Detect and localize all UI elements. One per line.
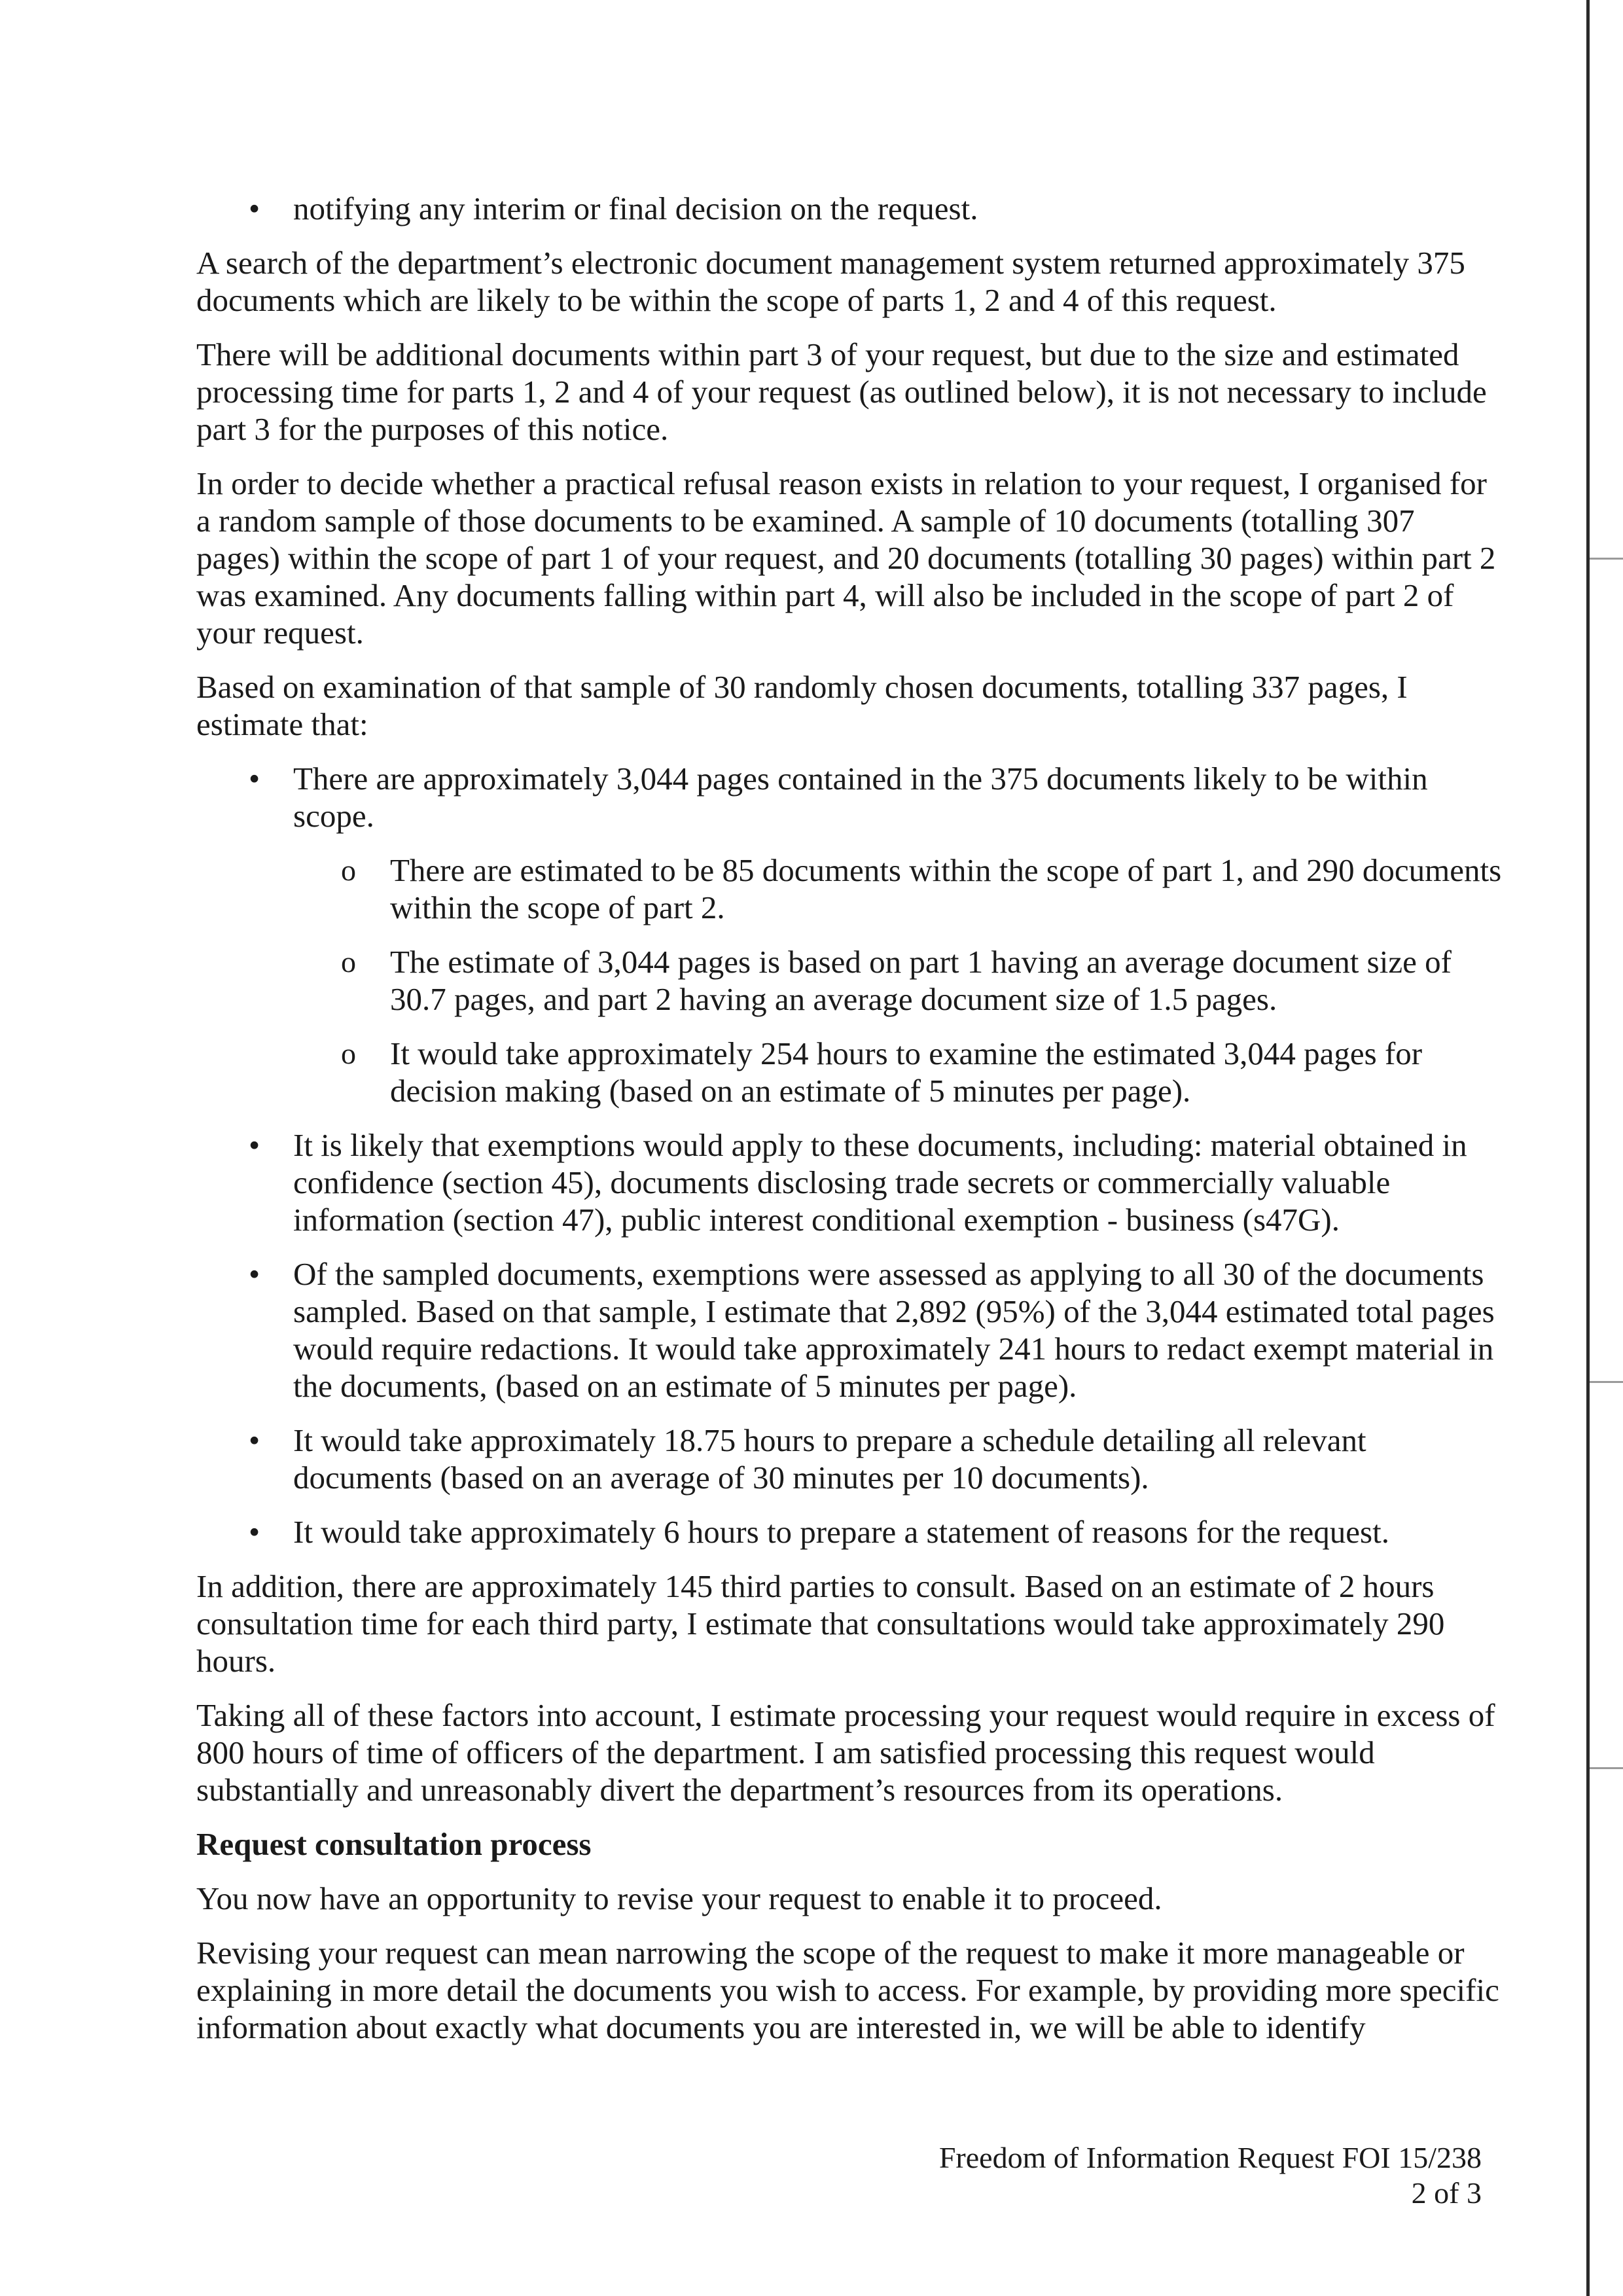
list-item [196,760,1505,1109]
estimate-bullet-list [196,760,1505,1551]
bullet-text: notifying any interim or final decision on the request. [293,190,978,226]
bullet-text: It would take approximately 18.75 hours to prepare a schedule detailing all relevant documents (based on an average of 30 minutes per 10 documents). [293,1422,1366,1496]
list-item [196,1126,1505,1238]
page-edge-line [1586,0,1590,2296]
edge-tick-mark [1590,1381,1623,1383]
edge-tick-mark [1590,1767,1623,1769]
sub-bullet-marker: o [341,1037,356,1070]
page-footer [939,2140,1482,2211]
section-heading: Request consultation process [196,1826,592,1862]
paragraph: Revising your request can mean narrowing the scope of the request to make it more manageable or explaining in more detail the documents you wish to access. For example, by providing more specific information about exactly what documents you are interested in, we will be able to identify [196,1935,1499,2045]
bullet-text: It is likely that exemptions would apply to these documents, including: material obtained in confidence (section 45), documents disclosing trade secrets or commercially valuable information (section 47), public interest conditional exemption - business (s47G). [293,1127,1467,1238]
sub-bullet-list [293,852,1505,1109]
list-item [196,1255,1505,1405]
paragraph: In addition, there are approximately 145 third parties to consult. Based on an estimate of 2 hours consultation time for each third party, I estimate that consultations would take approximately 290 hours. [196,1568,1445,1679]
paragraph: Taking all of these factors into account, I estimate processing your request would require in excess of 800 hours of time of officers of the department. I am satisfied processing this request would substantially and unreasonably divert the department’s resources from its operations. [196,1697,1495,1808]
list-item [293,852,1505,926]
paragraph: In order to decide whether a practical refusal reason exists in relation to your request, I organised for a random sample of those documents to be examined. A sample of 10 documents (totalling 307 pages) within the scope of part 1 of your request, and 20 documents (totalling 30 pages) within part 2 was examined. Any documents falling within part 4, will also be included in the scope of part 2 of your request. [196,465,1496,651]
paragraph: You now have an opportunity to revise your request to enable it to proceed. [196,1880,1162,1916]
document-body [196,190,1505,2063]
page-number: 2 of 3 [1411,2176,1482,2210]
paragraph: A search of the department’s electronic document management system returned approximately 375 documents which are likely to be within the scope of parts 1, 2 and 4 of this request. [196,245,1465,318]
bullet-text: There are approximately 3,044 pages contained in the 375 documents likely to be within scope. [293,761,1428,834]
paragraph: Based on examination of that sample of 30 randomly chosen documents, totalling 337 pages, I estimate that: [196,669,1408,742]
bullet-marker: • [249,1422,260,1458]
list-item [196,190,1505,227]
bullet-marker: • [249,190,260,226]
bullet-text: Of the sampled documents, exemptions were assessed as applying to all 30 of the documents sampled. Based on that sample, I estimate that 2,892 (95%) of the 3,044 estimated total pages would require redactions. It would take approximately 241 hours to redact exempt material in the documents, (based on an estimate of 5 minutes per page). [293,1256,1495,1404]
sub-bullet-text: The estimate of 3,044 pages is based on part 1 having an average document size of 30.7 pages, and part 2 having an average document size of 1.5 pages. [390,944,1452,1017]
sub-bullet-text: There are estimated to be 85 documents within the scope of part 1, and 290 documents within the scope of part 2. [390,852,1502,925]
edge-tick-mark [1590,558,1623,560]
list-item [293,943,1505,1018]
bullet-text: It would take approximately 6 hours to prepare a statement of reasons for the request. [293,1514,1389,1550]
sub-bullet-marker: o [341,945,356,978]
paragraph: There will be additional documents within part 3 of your request, but due to the size and estimated processing time for parts 1, 2 and 4 of your request (as outlined below), it is not necessary to include part 3 for the purposes of this notice. [196,336,1487,447]
bullet-marker: • [249,761,260,797]
list-item [293,1035,1505,1109]
list-item [196,1513,1505,1551]
sub-bullet-marker: o [341,853,356,887]
foi-reference: Freedom of Information Request FOI 15/238 [938,2141,1482,2174]
bullet-marker: • [249,1127,260,1163]
bullet-marker: • [249,1514,260,1550]
sub-bullet-text: It would take approximately 254 hours to examine the estimated 3,044 pages for decision making (based on an estimate of 5 minutes per page). [390,1035,1423,1109]
top-bullet-list [196,190,1505,227]
bullet-marker: • [249,1256,260,1292]
list-item [196,1422,1505,1496]
